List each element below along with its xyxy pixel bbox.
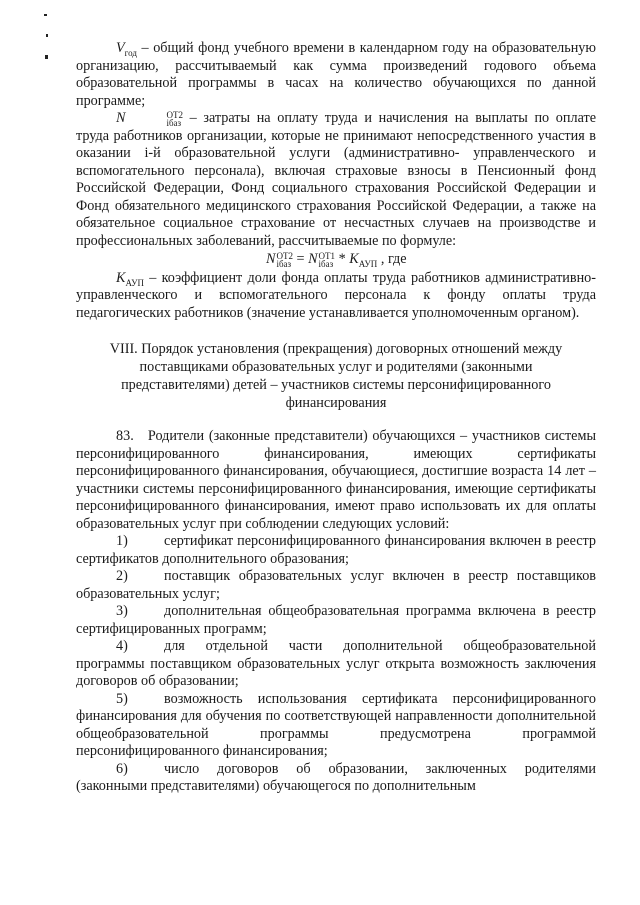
symbol-v: V xyxy=(116,40,125,56)
list-item-text: возможность использования сертификата персонифицированного финансирования для обучения по соответствующей направленности дополнительной общеобразовательной программы предусмотрена программой персонифицированного финансирования; xyxy=(76,690,596,759)
list-item-number: 1) xyxy=(116,533,128,549)
section-heading: VIII. Порядок установления (прекращения) договорных отношений между поставщиками образовательных услуг и родителями (законными представителями) детей – участников системы персонифицированного финансирования xyxy=(109,341,563,411)
formula-tail: , где xyxy=(377,251,407,267)
formula-sub1: iбаз xyxy=(276,258,292,269)
list-item-text: число договоров об образовании, заключенных родителями (законными представителями) обучающегося по дополнительным xyxy=(76,760,596,794)
paragraph-kaup-text: – коэффициент доли фонда оплаты труда работников административно-управленческого и вспомогательного персонала к фонду оплаты труда педагогических работников (значение устанавливается уполномоченным органом). xyxy=(76,269,596,321)
scan-dot xyxy=(45,55,48,59)
scan-dot xyxy=(44,14,47,16)
list-item xyxy=(76,638,596,691)
paragraph-83: 83. Родители (законные представители) обучающихся – участников системы персонифицированного финансирования, имеющих сертификаты персонифицированного финансирования, обучающиеся, достигшие возраста 14 лет – участники системы персонифицированного финансирования, имеющие сертификаты персонифицированного финансирования, имеют право использовать их для оплаты образовательных услуг при соблюдении следующих условий: xyxy=(76,428,596,532)
symbol-n-sub: iбаз xyxy=(166,117,182,128)
formula-sup2: ОТ1 xyxy=(318,250,336,261)
list-item-number: 4) xyxy=(116,638,128,654)
formula xyxy=(76,251,596,269)
paragraph-not2-text: – затраты на оплату труда и начисления на выплаты по оплате труда работников организации, которые не принимают непосредственного участия в оказании i-й образовательной услуги (административно- управленческого и вспомогательного персонала), включая страховые взносы в Пенсионный фонд Российской Федерации, Фонд социального страхования Российской Федерации и Фонд обязательного медицинского страхования Российской Федерации, а также на обязательное социальное страхование от несчастных случаев на производстве и профессиональных заболеваний, рассчитываемые по формуле: xyxy=(76,110,596,249)
list-item xyxy=(76,568,596,603)
scan-marks xyxy=(44,14,50,77)
symbol-n-sup: ОТ2 xyxy=(166,109,183,120)
formula-n-indices xyxy=(276,252,293,268)
symbol-k-sub: АУП xyxy=(125,277,145,288)
list-item xyxy=(76,533,596,568)
formula-n2: N xyxy=(308,251,318,267)
list-item-number: 3) xyxy=(116,603,128,619)
symbol-n: N xyxy=(116,110,126,126)
formula-sup1: ОТ2 xyxy=(276,250,293,261)
paragraph-kaup xyxy=(76,270,596,323)
formula-n: N xyxy=(266,251,276,267)
symbol-v-sub: год xyxy=(124,47,137,58)
formula-k-sub: АУП xyxy=(358,258,378,269)
paragraph-vgod-text: – общий фонд учебного времени в календарном году на образовательную организацию, рассчитываемый как сумма произведений годового объема образовательной программы в часах на количество обучающихся по данной программе; xyxy=(76,40,596,109)
list-item-number: 5) xyxy=(116,690,128,707)
symbol-n-indices xyxy=(126,111,183,127)
list-item-text: для отдельной части дополнительной общеобразовательной программы поставщиком образовательных услуг открыта возможность заключения договоров об образовании; xyxy=(76,638,596,689)
scan-dot xyxy=(46,34,48,37)
formula-sub2: iбаз xyxy=(318,258,334,269)
formula-multiply: * xyxy=(335,251,350,267)
list-item-number: 6) xyxy=(116,760,128,777)
paragraph-vgod xyxy=(76,40,596,110)
paragraph-not2 xyxy=(76,110,596,250)
list-item-number: 2) xyxy=(116,568,128,584)
list-item-text: поставщик образовательных услуг включен в реестр поставщиков образовательных услуг; xyxy=(76,568,596,602)
list-item-text: сертификат персонифицированного финансирования включен в реестр сертификатов дополнительного образования; xyxy=(76,533,596,567)
symbol-k: K xyxy=(116,269,126,286)
list-item xyxy=(76,603,596,638)
list-item xyxy=(76,691,596,761)
document-body xyxy=(76,40,596,796)
formula-equals: = xyxy=(292,251,309,267)
list-item xyxy=(76,761,596,796)
formula-k: K xyxy=(349,251,359,267)
formula-n2-indices xyxy=(319,252,336,268)
list-item-text: дополнительная общеобразовательная программа включена в реестр сертифицированных программ; xyxy=(76,603,596,637)
